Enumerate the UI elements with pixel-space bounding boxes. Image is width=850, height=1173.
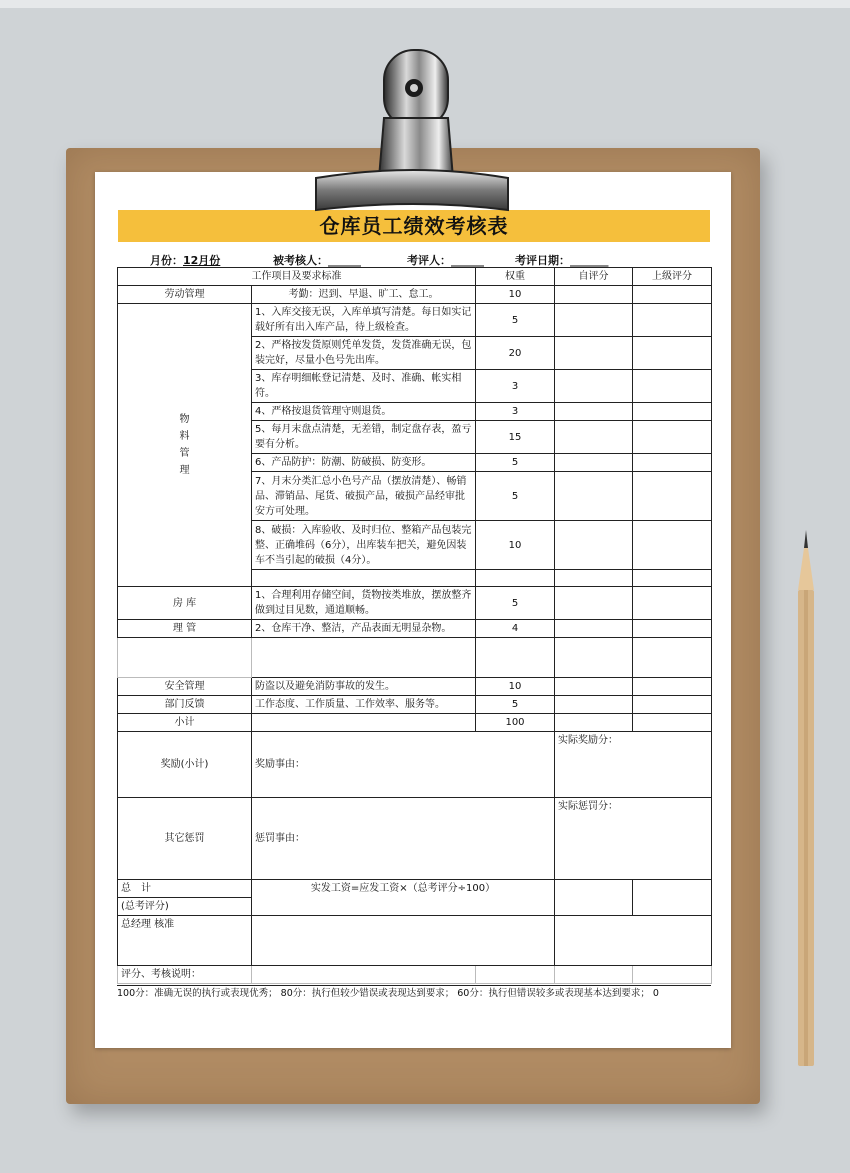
weight-value xyxy=(476,638,555,678)
item-text: 工作态度、工作质量、工作效率、服务等。 xyxy=(252,696,476,714)
item-text: 2、仓库干净、整洁，产品表面无明显杂物。 xyxy=(252,620,476,638)
total-sub-label: (总考评分) xyxy=(118,898,252,916)
self-score-cell[interactable] xyxy=(555,570,633,587)
total-row xyxy=(118,880,712,898)
penalty-actual-score[interactable]: 实际惩罚分： xyxy=(555,798,712,880)
item-text: 防盗以及避免消防事故的发生。 xyxy=(252,678,476,696)
weight-value: 3 xyxy=(476,370,555,403)
item-text: 1、入库交接无误，入库单填写清楚。每日如实记载好所有出入库产品，待上级检查。 xyxy=(252,304,476,337)
gm-approval-score[interactable] xyxy=(555,916,712,966)
self-score-cell[interactable] xyxy=(555,337,633,370)
weight-value: 10 xyxy=(476,521,555,570)
table-row xyxy=(118,638,712,678)
item-text: 3、库存明细帐登记清楚、及时、准确、帐实相符。 xyxy=(252,370,476,403)
month-value: 12月份 xyxy=(183,254,221,267)
self-score-cell[interactable] xyxy=(555,304,633,337)
supervisor-score-cell[interactable] xyxy=(633,678,712,696)
item-text xyxy=(252,638,476,678)
item-text: 考勤：迟到、早退、旷工、怠工。 xyxy=(252,286,476,304)
table-header-row xyxy=(118,268,712,286)
reward-actual-score[interactable]: 实际奖励分： xyxy=(555,732,712,798)
total-label: 总 计 xyxy=(118,880,252,898)
assessor-blank: ______ xyxy=(451,254,484,267)
penalty-row xyxy=(118,798,712,880)
header-supervisor-score: 上级评分 xyxy=(633,268,712,286)
date-blank: _______ xyxy=(570,254,609,267)
weight-value: 4 xyxy=(476,620,555,638)
supervisor-score-cell[interactable] xyxy=(633,337,712,370)
self-score-cell[interactable] xyxy=(555,620,633,638)
reward-row xyxy=(118,732,712,798)
total-self-score[interactable] xyxy=(555,880,633,916)
subtotal-row xyxy=(118,714,712,732)
item-text: 7、月末分类汇总小色号产品（摆放清楚）、畅销品、滞销品、尾货、破损产品，破损产品经审批安方可处理。 xyxy=(252,472,476,521)
weight-value xyxy=(476,570,555,587)
table-row xyxy=(118,678,712,696)
appraisal-table xyxy=(117,267,712,984)
table-row xyxy=(118,304,712,337)
weight-value: 15 xyxy=(476,421,555,454)
pencil-icon xyxy=(794,530,818,1070)
supervisor-score-cell[interactable] xyxy=(633,421,712,454)
category-char: 料 xyxy=(179,431,190,442)
item-text xyxy=(252,570,476,587)
notes-row xyxy=(118,966,712,984)
self-score-cell[interactable] xyxy=(555,472,633,521)
total-formula: 实发工资=应发工资×（总考评分÷100） xyxy=(252,880,555,916)
weight-value: 5 xyxy=(476,454,555,472)
assessee-blank: ______ xyxy=(328,254,361,267)
weight-value: 5 xyxy=(476,587,555,620)
notes-cell xyxy=(252,966,476,984)
header-item: 工作项目及要求标准 xyxy=(118,268,476,286)
weight-value: 5 xyxy=(476,304,555,337)
category-char: 管 xyxy=(179,448,190,459)
header-weight: 权重 xyxy=(476,268,555,286)
self-score-cell[interactable] xyxy=(555,421,633,454)
notes-label: 评分、考核说明： xyxy=(118,966,252,984)
form-sheet xyxy=(95,172,731,1048)
self-score-cell[interactable] xyxy=(555,286,633,304)
date-label: 考评日期： xyxy=(515,254,570,267)
subtotal-weight: 100 xyxy=(476,714,555,732)
reward-reason[interactable]: 奖励事由： xyxy=(252,732,555,798)
item-text: 1、合理利用存储空间，货物按类堆放，摆放整齐做到过目见数，通道顺畅。 xyxy=(252,587,476,620)
self-score-cell[interactable] xyxy=(555,403,633,421)
assessor-field xyxy=(407,252,484,268)
total-supervisor-score[interactable] xyxy=(633,880,712,916)
assessee-label: 被考核人： xyxy=(273,254,328,267)
supervisor-score-cell[interactable] xyxy=(633,370,712,403)
subtotal-supervisor-score[interactable] xyxy=(633,714,712,732)
penalty-reason[interactable]: 惩罚事由： xyxy=(252,798,555,880)
self-score-cell[interactable] xyxy=(555,696,633,714)
item-text: 5、每月末盘点清楚，无差错，制定盘存表，盈亏要有分析。 xyxy=(252,421,476,454)
subtotal-self-score[interactable] xyxy=(555,714,633,732)
supervisor-score-cell[interactable] xyxy=(633,570,712,587)
category-safety: 安全管理 xyxy=(118,678,252,696)
category-empty xyxy=(118,638,252,678)
gm-row xyxy=(118,916,712,966)
weight-value: 20 xyxy=(476,337,555,370)
notes-cell xyxy=(633,966,712,984)
assessee-field xyxy=(273,252,361,268)
category-warehouse-line1: 房 库 xyxy=(118,587,252,620)
month-field xyxy=(150,252,220,268)
top-edge xyxy=(0,0,850,8)
notes-cell xyxy=(476,966,555,984)
self-score-cell[interactable] xyxy=(555,370,633,403)
category-char: 物 xyxy=(179,414,190,425)
category-labor: 劳动管理 xyxy=(118,286,252,304)
assessor-label: 考评人： xyxy=(407,254,451,267)
month-label: 月份： xyxy=(150,254,183,267)
table-row xyxy=(118,620,712,638)
supervisor-score-cell[interactable] xyxy=(633,472,712,521)
gm-approval-field[interactable] xyxy=(252,916,555,966)
binder-clip-icon xyxy=(314,40,510,220)
item-text: 2、严格按发货原则凭单发货，发货准确无误，包装完好，尽量小色号先出库。 xyxy=(252,337,476,370)
weight-value: 3 xyxy=(476,403,555,421)
table-row xyxy=(118,286,712,304)
table-row xyxy=(118,696,712,714)
supervisor-score-cell[interactable] xyxy=(633,521,712,570)
supervisor-score-cell[interactable] xyxy=(633,620,712,638)
self-score-cell[interactable] xyxy=(555,678,633,696)
category-material xyxy=(118,304,252,587)
supervisor-score-cell[interactable] xyxy=(633,696,712,714)
item-text: 4、严格按退货管理守则退货。 xyxy=(252,403,476,421)
self-score-cell[interactable] xyxy=(555,521,633,570)
subtotal-item xyxy=(252,714,476,732)
weight-value: 10 xyxy=(476,286,555,304)
self-score-cell[interactable] xyxy=(555,454,633,472)
notes-cell xyxy=(555,966,633,984)
supervisor-score-cell[interactable] xyxy=(633,638,712,678)
supervisor-score-cell[interactable] xyxy=(633,304,712,337)
score-legend: 100分：准确无误的执行或表现优秀； 80分：执行但较少错误或表现达到要求； 60分：执行但错误较多或表现基本达到要求； 0 xyxy=(117,985,711,1001)
form-title: 仓库员工绩效考核表 xyxy=(319,214,509,238)
header-self-score: 自评分 xyxy=(555,268,633,286)
category-feedback: 部门反馈 xyxy=(118,696,252,714)
self-score-cell[interactable] xyxy=(555,638,633,678)
penalty-label: 其它惩罚 xyxy=(118,798,252,880)
category-char: 理 xyxy=(179,465,190,476)
supervisor-score-cell[interactable] xyxy=(633,403,712,421)
weight-value: 5 xyxy=(476,472,555,521)
item-text: 6、产品防护：防潮、防破损、防变形。 xyxy=(252,454,476,472)
table-row xyxy=(118,587,712,620)
item-text: 8、破损：入库验收、及时归位、整箱产品包装完整、正确堆码（6分），出库装车把关，避免因装车不当引起的破损（4分）。 xyxy=(252,521,476,570)
self-score-cell[interactable] xyxy=(555,587,633,620)
reward-label: 奖励(小计) xyxy=(118,732,252,798)
date-field xyxy=(515,252,609,268)
gm-approval-label: 总经理 核准 xyxy=(118,916,252,966)
supervisor-score-cell[interactable] xyxy=(633,587,712,620)
weight-value: 5 xyxy=(476,696,555,714)
supervisor-score-cell[interactable] xyxy=(633,454,712,472)
subtotal-label: 小计 xyxy=(118,714,252,732)
supervisor-score-cell[interactable] xyxy=(633,286,712,304)
weight-value: 10 xyxy=(476,678,555,696)
category-warehouse-line2: 理 管 xyxy=(118,620,252,638)
